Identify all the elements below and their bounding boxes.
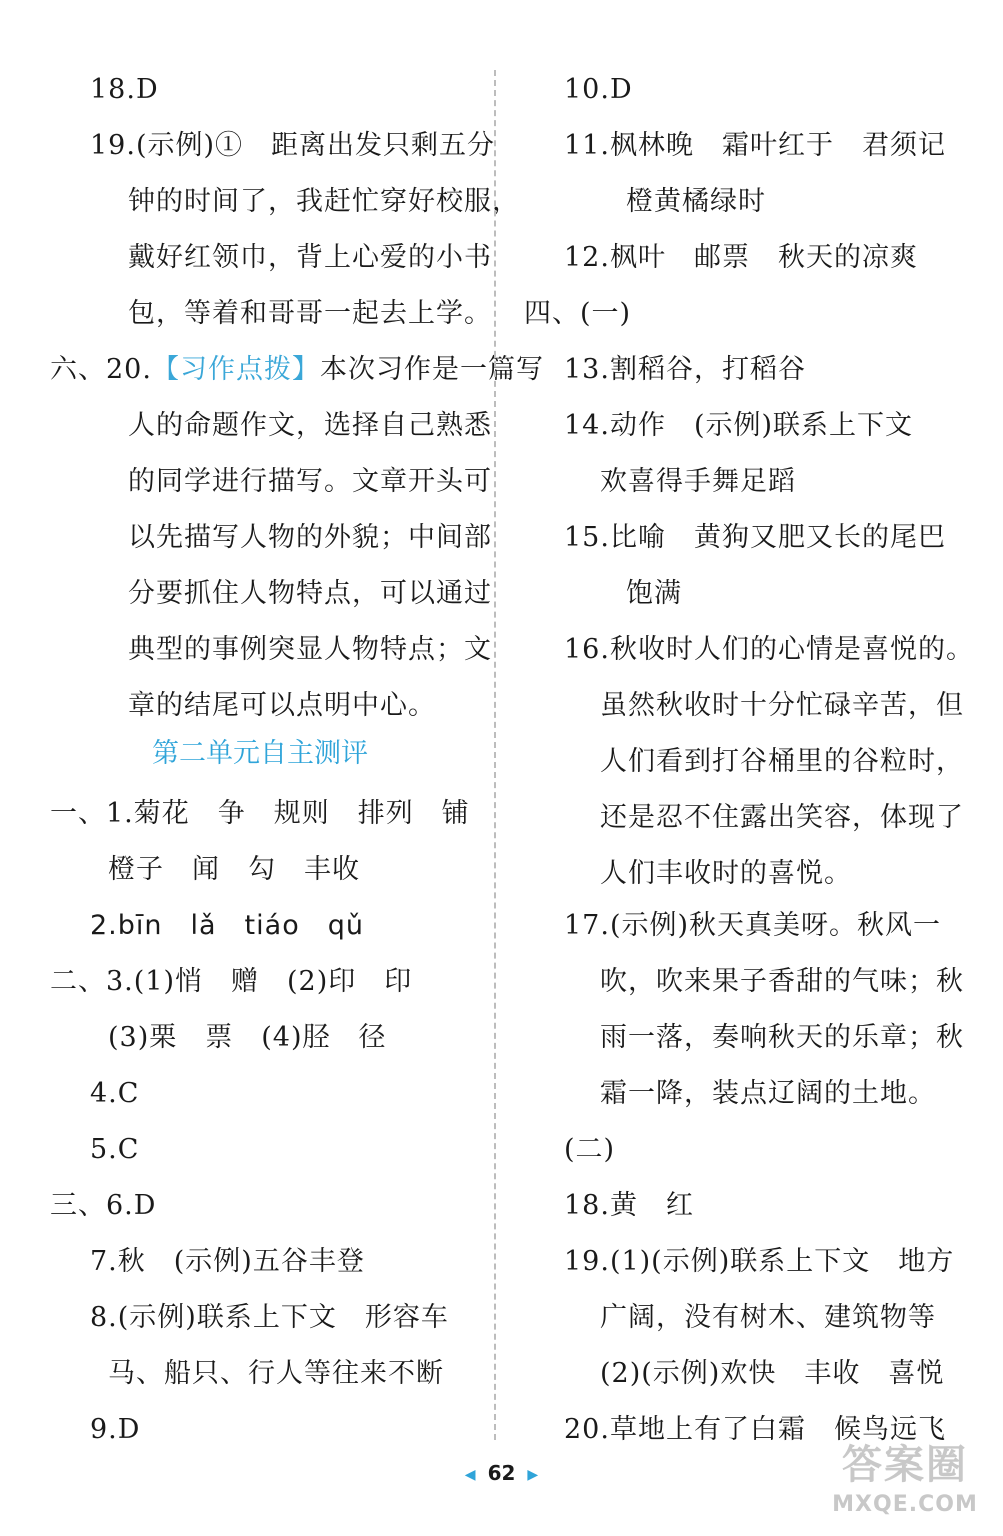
answer-18: 18.D (90, 74, 159, 105)
page-number: 62 (487, 1461, 516, 1485)
section-4-heading: 四、(一) (524, 298, 632, 329)
answer-7: 7.秋 (示例)五谷丰登 (90, 1246, 365, 1277)
arrow-left-icon: ◀ (464, 1466, 476, 1483)
answer-20-line-1 (50, 350, 544, 390)
answer-16-line-1: 16.秋收时人们的心情是喜悦的。 (564, 634, 974, 665)
answer-10: 10.D (564, 74, 633, 105)
answer-8-line-2: 马、船只、行人等往来不断 (108, 1358, 444, 1389)
answer-20: 20.草地上有了白霜 候鸟远飞 (564, 1414, 946, 1445)
answer-20-line-7: 章的结尾可以点明中心。 (128, 690, 436, 721)
answer-20-text: 本次习作是一篇写 (319, 354, 544, 385)
column-divider (494, 70, 496, 1440)
answer-20-line-4: 以先描写人物的外貌；中间部 (128, 522, 492, 553)
answer-16-line-3: 人们看到打谷桶里的谷粒时， (600, 746, 964, 777)
section-4-part-2-heading: (二) (564, 1134, 616, 1165)
writing-tip-tag: 【习作点拨】 (151, 354, 320, 385)
answer-17-line-3: 雨一落，奏响秋天的乐章；秋 (600, 1022, 964, 1053)
answer-15-line-2: 饱满 (626, 578, 682, 609)
answer-14-line-1: 14.动作 (示例)联系上下文 (564, 410, 914, 441)
answer-20-line-5: 分要抓住人物特点，可以通过 (128, 578, 492, 609)
watermark-logo (815, 1438, 995, 1528)
answer-19-line-3: (2)(示例)欢快 丰收 喜悦 (600, 1358, 945, 1389)
section-2-line-2: (3)栗 票 (4)胫 径 (108, 1022, 387, 1053)
answer-4: 4.C (90, 1078, 140, 1109)
answer-16-line-2: 虽然秋收时十分忙碌辛苦，但 (600, 690, 964, 721)
answer-12: 12.枫叶 邮票 秋天的凉爽 (564, 242, 918, 273)
answer-17-line-4: 霜一降，装点辽阔的土地。 (600, 1078, 936, 1109)
answer-20-line-2: 人的命题作文，选择自己熟悉 (128, 410, 492, 441)
answer-16-line-5: 人们丰收时的喜悦。 (600, 858, 852, 889)
section-title: 第二单元自主测评 (152, 738, 368, 769)
answer-11-line-2: 橙黄橘绿时 (626, 186, 766, 217)
answer-15-line-1: 15.比喻 黄狗又肥又长的尾巴 (564, 522, 946, 553)
answer-13: 13.割稻谷，打稻谷 (564, 354, 806, 385)
arrow-right-icon: ▶ (527, 1466, 539, 1483)
answer-20-line-6: 典型的事例突显人物特点；文 (128, 634, 492, 665)
answer-14-line-2: 欢喜得手舞足蹈 (600, 466, 796, 497)
answer-20-prefix: 六、20. (50, 354, 152, 385)
watermark-text: 答案圈 (842, 1442, 968, 1488)
answer-18: 18.黄 红 (564, 1190, 694, 1221)
answer-19-line-4: 包，等着和哥哥一起去上学。 (128, 298, 492, 329)
answer-19-line-2: 钟的时间了，我赶忙穿好校服， (128, 186, 520, 217)
section-3-answer-6: 三、6.D (50, 1190, 157, 1221)
answer-19-line-3: 戴好红领巾，背上心爱的小书 (128, 242, 492, 273)
answer-11-line-1: 11.枫林晚 霜叶红于 君须记 (564, 130, 946, 161)
answer-5: 5.C (90, 1134, 140, 1165)
answer-19-line-2: 广阔，没有树木、建筑物等 (600, 1302, 936, 1333)
answer-20-line-3: 的同学进行描写。文章开头可 (128, 466, 492, 497)
section-1-line-1: 一、1.菊花 争 规则 排列 铺 (50, 798, 470, 829)
answer-2-pinyin: 2.bīn lǎ tiáo qǔ (90, 910, 364, 941)
answer-17-line-1: 17.(示例)秋天真美呀。秋风一 (564, 910, 942, 941)
watermark-url: MXQE.COM (832, 1492, 978, 1517)
section-2-line-1: 二、3.(1)悄 赠 (2)印 印 (50, 966, 413, 997)
answer-8-line-1: 8.(示例)联系上下文 形容车 (90, 1302, 449, 1333)
section-1-line-2: 橙子 闻 勾 丰收 (108, 854, 360, 885)
answer-19-line-1: 19.(1)(示例)联系上下文 地方 (564, 1246, 955, 1277)
answer-19-line-1: 19.(示例)① 距离出发只剩五分 (90, 130, 496, 161)
answer-17-line-2: 吹，吹来果子香甜的气味；秋 (600, 966, 964, 997)
answer-9: 9.D (90, 1414, 141, 1445)
answer-16-line-4: 还是忍不住露出笑容，体现了 (600, 802, 964, 833)
